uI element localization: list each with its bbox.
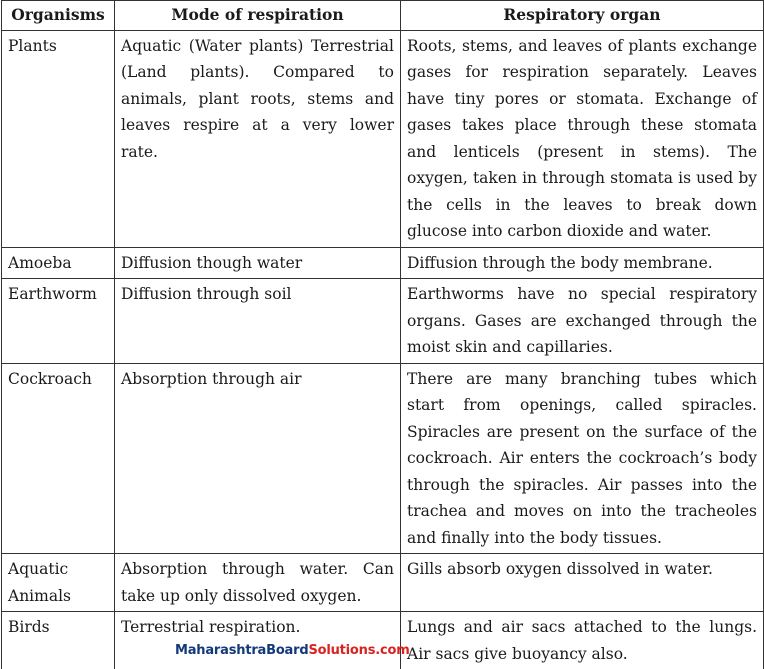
organism-cell: Plants bbox=[2, 30, 115, 247]
table-header-row bbox=[2, 1, 764, 31]
table-row bbox=[2, 554, 764, 612]
organ-cell: Gills absorb oxygen dissolved in water. bbox=[401, 554, 764, 612]
organism-cell: Birds bbox=[2, 612, 115, 669]
organ-cell: Diffusion through the body membrane. bbox=[401, 247, 764, 279]
watermark-part2: Solutions.com bbox=[308, 643, 409, 658]
organ-cell: There are many branching tubes which start from openings, called spiracles. Spiracles are present on the surface of the cockroach. Air enters the cockroach’s body through the spiracles. Air passes into the trachea and moves on into the tracheoles and finally into the body tissues. bbox=[401, 363, 764, 554]
organ-cell: Earthworms have no special respiratory organs. Gases are exchanged through the moist skin and capillaries. bbox=[401, 279, 764, 364]
organ-cell: Lungs and air sacs attached to the lungs. Air sacs give buoyancy also. bbox=[401, 612, 764, 669]
watermark-part1: MaharashtraBoard bbox=[175, 643, 308, 658]
header-organisms: Organisms bbox=[2, 1, 115, 31]
header-mode-of-respiration: Mode of respiration bbox=[115, 1, 401, 31]
mode-cell: Absorption through water. Can take up only dissolved oxygen. bbox=[115, 554, 401, 612]
organ-cell: Roots, stems, and leaves of plants exchange gases for respiration separately. Leaves have tiny pores or stomata. Exchange of gases takes place through these stomata and lenticels (present in stems). The oxygen, taken in through stomata is used by the cells in the leaves to break down glucose into carbon dioxide and water. bbox=[401, 30, 764, 247]
mode-cell bbox=[115, 612, 401, 669]
mode-cell: Absorption through air bbox=[115, 363, 401, 554]
table-row bbox=[2, 363, 764, 554]
mode-cell: Diffusion through soil bbox=[115, 279, 401, 364]
mode-cell: Aquatic (Water plants) Terrestrial (Land plants). Compared to animals, plant roots, stems and leaves respire at a very lower rate. bbox=[115, 30, 401, 247]
table-row bbox=[2, 612, 764, 669]
header-respiratory-organ: Respiratory organ bbox=[401, 1, 764, 31]
mode-text: Terrestrial respiration. bbox=[121, 618, 300, 636]
mode-cell: Diffusion though water bbox=[115, 247, 401, 279]
organism-cell: Amoeba bbox=[2, 247, 115, 279]
table-row bbox=[2, 247, 764, 279]
respiration-table bbox=[1, 0, 764, 669]
table-row bbox=[2, 279, 764, 364]
organism-cell: Aquatic Animals bbox=[2, 554, 115, 612]
organism-cell: Cockroach bbox=[2, 363, 115, 554]
organism-cell: Earthworm bbox=[2, 279, 115, 364]
table-row bbox=[2, 30, 764, 247]
